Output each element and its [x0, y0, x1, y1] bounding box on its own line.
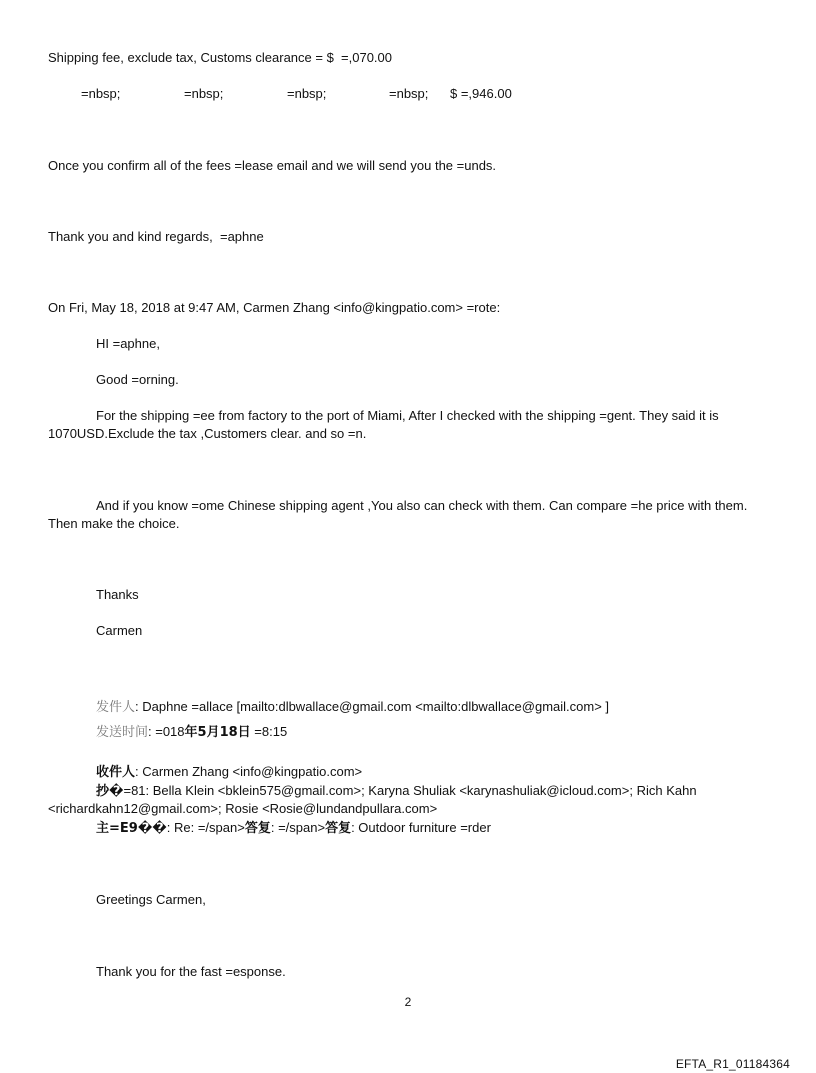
to-value: : Carmen Zhang <info@kingpatio.com> — [135, 764, 363, 779]
forward-cc-line-2: <richardkahn12@gmail.com>; Rosie <Rosie@lundandpullara.com> — [48, 801, 438, 816]
quoted-signature: Carmen — [96, 623, 143, 638]
quoted-greeting: HI =aphne, — [96, 336, 160, 351]
agent-paragraph-line-1: And if you know =ome Chinese shipping agent ,You also can check with them. Can compare =he price with them. — [96, 498, 748, 513]
shipping-paragraph-line-2: 1070USD.Exclude the tax ,Customers clear. and so =n. — [48, 426, 367, 441]
agent-paragraph-line-2: Then make the choice. — [48, 516, 180, 531]
forward-from — [96, 698, 778, 717]
sent-value-b: 年5月18日 — [184, 725, 251, 740]
subject-e: : Outdoor furniture =rder — [351, 820, 491, 835]
nbsp-token: =nbsp; — [287, 86, 327, 101]
sent-label: 发送时间 — [96, 725, 149, 740]
to-label: 收件人 — [96, 765, 136, 780]
reply-greeting: Greetings Carmen, — [96, 892, 206, 907]
forward-sent — [96, 723, 778, 742]
subject-label: 主=E9�� — [96, 821, 167, 836]
shipping-paragraph-line-1: For the shipping =ee from factory to the port of Miami, After I checked with the shipping =gent. They said it is — [96, 408, 719, 423]
sent-value-a: : =018 — [148, 724, 185, 739]
quoted-header: On Fri, May 18, 2018 at 9:47 AM, Carmen Zhang <info@kingpatio.com> =rote: — [48, 300, 501, 315]
shipping-fee-line: Shipping fee, exclude tax, Customs clearance = $ =,070.00 — [48, 50, 392, 65]
forward-to — [96, 763, 778, 782]
sent-value-c: =8:15 — [250, 724, 288, 739]
confirm-line: Once you confirm all of the fees =lease email and we will send you the =unds. — [48, 158, 497, 173]
from-label: 发件人 — [96, 700, 136, 715]
quoted-thanks: Thanks — [96, 587, 139, 602]
subject-d: 答复 — [325, 821, 352, 836]
reply-thanks: Thank you for the fast =esponse. — [96, 964, 286, 979]
subject-b: 答复 — [244, 821, 271, 836]
cc-label: 抄� — [96, 784, 124, 799]
nbsp-token: =nbsp; — [389, 86, 429, 101]
cc-value: =81: Bella Klein <bklein575@gmail.com>; Karyna Shuliak <karynashuliak@icloud.com>; Rich Kahn — [123, 783, 697, 798]
quoted-morning: Good =orning. — [96, 372, 179, 387]
thanks-line: Thank you and kind regards, =aphne — [48, 229, 264, 244]
forward-cc-line-1 — [96, 782, 778, 801]
page-number: 2 — [404, 995, 412, 1009]
subject-c: : =/span> — [270, 820, 326, 835]
fee-total: $ =,946.00 — [450, 86, 512, 101]
nbsp-token: =nbsp; — [184, 86, 224, 101]
subject-a: : Re: =/span> — [166, 820, 245, 835]
forward-subject — [96, 819, 778, 838]
bates-number: EFTA_R1_01184364 — [675, 1057, 790, 1071]
nbsp-token: =nbsp; — [81, 86, 121, 101]
from-value: : Daphne =allace [mailto:dlbwallace@gmail.com <mailto:dlbwallace@gmail.com> ] — [135, 699, 610, 714]
fee-total-row — [48, 85, 778, 103]
